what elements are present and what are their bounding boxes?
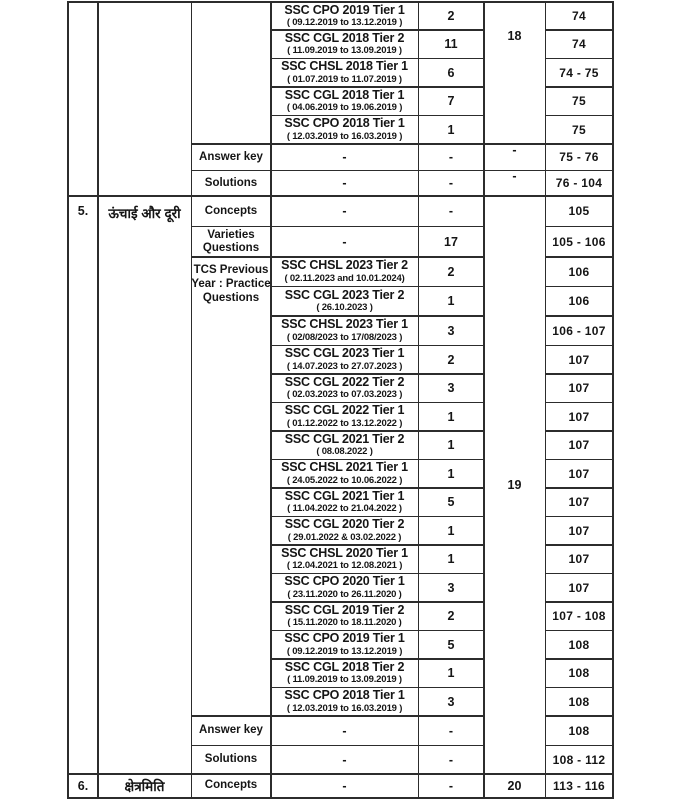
exam-dates: ( 02.11.2023 and 10.01.2024) <box>284 272 405 284</box>
count-cell-dash: - <box>419 197 483 226</box>
exam-cell <box>272 317 418 345</box>
count-cell-dash: - <box>419 145 483 170</box>
exam-name: SSC CGL 2021 Tier 2 <box>284 431 405 446</box>
count-cell: 1 <box>419 460 483 487</box>
section-label-answer-key: Answer key <box>192 145 270 170</box>
exam-dates: ( 14.07.2023 to 27.07.2023 ) <box>286 360 403 372</box>
exam-name: SSC CGL 2023 Tier 1 <box>284 346 405 361</box>
count-cell: 1 <box>419 287 483 315</box>
exam-cell <box>272 258 418 286</box>
pages-cell: 107 <box>546 489 612 516</box>
total-cell-dash: - <box>485 145 545 170</box>
pages-cell: 105 - 106 <box>546 227 612 256</box>
exam-dates: ( 11.09.2019 to 13.09.2019 ) <box>287 674 402 686</box>
exam-dates: ( 11.09.2019 to 13.09.2019 ) <box>287 45 402 57</box>
serial-cell: 6. <box>69 775 97 797</box>
exam-cell-dash: - <box>272 746 418 773</box>
chapter-total-cell: 18 <box>485 3 545 143</box>
exam-name: SSC CGL 2018 Tier 2 <box>284 659 405 674</box>
count-cell: 1 <box>419 517 483 544</box>
count-cell: 3 <box>419 375 483 402</box>
exam-dates: ( 02/08/2023 to 17/08/2023 ) <box>286 331 403 343</box>
exam-cell-dash: - <box>272 171 418 195</box>
chapter-total-cell: 19 <box>485 197 545 774</box>
exam-cell <box>272 460 418 487</box>
pages-cell: 107 - 108 <box>546 603 612 630</box>
exam-cell <box>272 31 418 58</box>
section-label-answer-key: Answer key <box>192 717 270 745</box>
section-label-tcs: TCS Previous Year : Practice Questions <box>191 263 271 304</box>
total-cell-dash: - <box>485 171 545 195</box>
exam-cell <box>272 432 418 459</box>
count-cell: 3 <box>419 317 483 345</box>
exam-dates: ( 04.06.2019 to 19.06.2019 ) <box>286 102 403 114</box>
exam-cell-dash: - <box>272 717 418 745</box>
exam-name: SSC CPO 2019 Tier 1 <box>284 631 405 646</box>
pages-cell: 107 <box>546 517 612 544</box>
exam-name: SSC CHSL 2023 Tier 1 <box>281 317 408 332</box>
count-cell: 5 <box>419 631 483 658</box>
pages-cell: 105 <box>546 197 612 226</box>
exam-name: SSC CGL 2019 Tier 2 <box>284 602 405 617</box>
chapter-cell: क्षेत्रमिति <box>99 775 191 797</box>
section-label-solutions: Solutions <box>192 171 270 195</box>
exam-name: SSC CGL 2023 Tier 2 <box>284 287 405 302</box>
exam-dates: ( 08.08.2022 ) <box>316 446 373 458</box>
pages-cell: 108 <box>546 688 612 715</box>
count-cell: 2 <box>419 3 483 29</box>
pages-cell: 107 <box>546 346 612 373</box>
pages-cell: 108 - 112 <box>546 746 612 773</box>
exam-name: SSC CGL 2018 Tier 1 <box>284 87 405 102</box>
count-cell: 2 <box>419 603 483 630</box>
exam-dates: ( 01.07.2019 to 11.07.2019 ) <box>287 73 402 85</box>
exam-name: SSC CGL 2022 Tier 1 <box>284 403 405 418</box>
exam-name: SSC CPO 2020 Tier 1 <box>284 574 405 589</box>
exam-cell-dash: - <box>272 145 418 170</box>
pages-cell: 108 <box>546 631 612 658</box>
pages-cell: 107 <box>546 574 612 601</box>
count-cell: 1 <box>419 660 483 687</box>
pages-cell: 107 <box>546 546 612 573</box>
count-cell: 6 <box>419 59 483 86</box>
exam-cell <box>272 660 418 687</box>
exam-cell <box>272 489 418 516</box>
exam-cell <box>272 546 418 573</box>
exam-name: SSC CPO 2018 Tier 1 <box>284 116 405 131</box>
count-cell: 3 <box>419 688 483 715</box>
pages-cell: 106 <box>546 258 612 286</box>
pages-cell: 74 - 75 <box>546 59 612 86</box>
exam-name: SSC CGL 2021 Tier 1 <box>284 488 405 503</box>
exam-name: SSC CHSL 2020 Tier 1 <box>281 545 408 560</box>
exam-name: SSC CHSL 2018 Tier 1 <box>281 59 408 74</box>
exam-cell <box>272 59 418 86</box>
exam-dates: ( 12.03.2019 to 16.03.2019 ) <box>286 130 403 142</box>
exam-cell <box>272 574 418 601</box>
count-cell-dash: - <box>419 717 483 745</box>
exam-dates: ( 11.04.2022 to 21.04.2022 ) <box>287 503 402 515</box>
exam-cell <box>272 3 418 29</box>
count-cell: 1 <box>419 116 483 143</box>
pages-cell: 75 <box>546 88 612 115</box>
serial-cell-empty <box>69 3 97 195</box>
section-cell-empty <box>192 3 270 143</box>
count-cell: 1 <box>419 432 483 459</box>
count-cell: 11 <box>419 31 483 58</box>
count-cell: 5 <box>419 489 483 516</box>
exam-dates: ( 09.12.2019 to 13.12.2019 ) <box>286 17 403 29</box>
count-cell-dash: - <box>419 775 483 797</box>
pages-cell: 75 <box>546 116 612 143</box>
exam-name: SSC CHSL 2021 Tier 1 <box>281 460 408 475</box>
exam-dates: ( 01.12.2022 to 13.12.2022 ) <box>286 417 403 429</box>
exam-name: SSC CPO 2019 Tier 1 <box>284 2 405 17</box>
exam-dates: ( 26.10.2023 ) <box>316 302 373 314</box>
pages-cell: 106 <box>546 287 612 315</box>
pages-cell: 74 <box>546 3 612 29</box>
exam-cell <box>272 631 418 658</box>
count-cell: 1 <box>419 546 483 573</box>
section-label-solutions: Solutions <box>192 746 270 773</box>
exam-cell <box>272 603 418 630</box>
section-label-concepts: Concepts <box>192 197 270 226</box>
count-cell: 1 <box>419 403 483 430</box>
pages-cell: 107 <box>546 375 612 402</box>
exam-cell-dash: - <box>272 227 418 256</box>
section-label-concepts: Concepts <box>192 775 270 797</box>
pages-cell: 76 - 104 <box>546 171 612 195</box>
pages-cell: 107 <box>546 403 612 430</box>
chapter-total-cell: 20 <box>485 775 545 797</box>
contents-table <box>67 1 614 799</box>
count-cell: 2 <box>419 346 483 373</box>
pages-cell: 107 <box>546 460 612 487</box>
exam-cell <box>272 287 418 315</box>
exam-dates: ( 15.11.2020 to 18.11.2020 ) <box>287 617 402 629</box>
pages-cell: 108 <box>546 717 612 745</box>
chapter-cell-empty <box>99 3 191 195</box>
count-cell: 7 <box>419 88 483 115</box>
exam-cell <box>272 346 418 373</box>
exam-name: SSC CGL 2018 Tier 2 <box>284 30 405 45</box>
count-cell: 3 <box>419 574 483 601</box>
pages-cell: 74 <box>546 31 612 58</box>
count-cell: 17 <box>419 227 483 256</box>
exam-name: SSC CGL 2020 Tier 2 <box>284 517 405 532</box>
exam-cell <box>272 88 418 115</box>
pages-cell: 107 <box>546 432 612 459</box>
chapter-cell: ऊंचाई और दूरी <box>99 197 191 774</box>
section-cell-tcs <box>192 258 270 716</box>
exam-name: SSC CHSL 2023 Tier 2 <box>281 258 408 273</box>
exam-dates: ( 12.03.2019 to 16.03.2019 ) <box>286 702 403 714</box>
serial-cell: 5. <box>69 197 97 774</box>
count-cell: 2 <box>419 258 483 286</box>
exam-dates: ( 02.03.2023 to 07.03.2023 ) <box>286 389 403 401</box>
section-label-varieties: Varieties Questions <box>192 227 270 256</box>
exam-cell <box>272 688 418 715</box>
pages-cell: 108 <box>546 660 612 687</box>
exam-dates: ( 29.01.2022 & 03.02.2022 ) <box>287 531 402 543</box>
exam-cell-dash: - <box>272 775 418 797</box>
count-cell-dash: - <box>419 746 483 773</box>
exam-name: SSC CGL 2022 Tier 2 <box>284 374 405 389</box>
exam-cell <box>272 517 418 544</box>
count-cell-dash: - <box>419 171 483 195</box>
exam-dates: ( 23.11.2020 to 26.11.2020 ) <box>287 588 402 600</box>
exam-cell <box>272 375 418 402</box>
exam-dates: ( 12.04.2021 to 12.08.2021 ) <box>286 560 403 572</box>
pages-cell: 106 - 107 <box>546 317 612 345</box>
pages-cell: 113 - 116 <box>546 775 612 797</box>
pages-cell: 75 - 76 <box>546 145 612 170</box>
exam-name: SSC CPO 2018 Tier 1 <box>284 688 405 703</box>
exam-cell <box>272 116 418 143</box>
exam-cell <box>272 403 418 430</box>
exam-dates: ( 24.05.2022 to 10.06.2022 ) <box>286 474 403 486</box>
exam-dates: ( 09.12.2019 to 13.12.2019 ) <box>286 645 403 657</box>
exam-cell-dash: - <box>272 197 418 226</box>
